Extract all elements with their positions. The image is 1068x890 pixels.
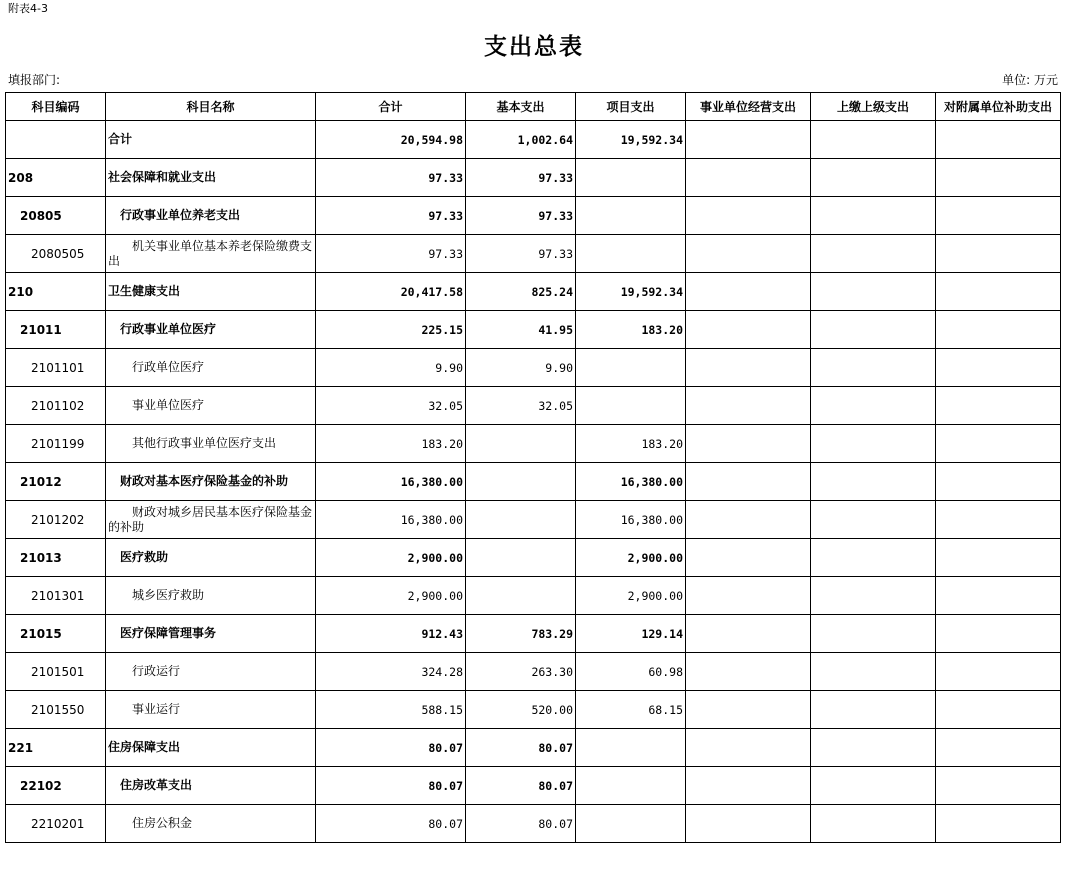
cell-code: 2101501 [6, 653, 106, 691]
cell-subsidy [936, 349, 1061, 387]
cell-total: 80.07 [316, 729, 466, 767]
cell-project [576, 387, 686, 425]
subject-name-text: 住房公积金 [132, 816, 193, 830]
cell-project [576, 729, 686, 767]
cell-project: 16,380.00 [576, 501, 686, 539]
cell-basic [466, 577, 576, 615]
cell-business [686, 539, 811, 577]
cell-project [576, 159, 686, 197]
cell-project: 60.98 [576, 653, 686, 691]
table-row [6, 349, 1061, 387]
cell-business [686, 615, 811, 653]
cell-upper [811, 387, 936, 425]
cell-basic [466, 463, 576, 501]
cell-name [106, 197, 316, 235]
cell-subsidy [936, 577, 1061, 615]
cell-upper [811, 273, 936, 311]
cell-name [106, 121, 316, 159]
page-title: 支出总表 [484, 33, 584, 60]
cell-total: 97.33 [316, 197, 466, 235]
cell-basic: 520.00 [466, 691, 576, 729]
table-row [6, 425, 1061, 463]
cell-business [686, 387, 811, 425]
subject-name-text: 合计 [108, 132, 133, 146]
cell-subsidy [936, 691, 1061, 729]
cell-basic: 80.07 [466, 767, 576, 805]
header-subsidy: 对附属单位补助支出 [936, 93, 1061, 121]
cell-code: 21011 [6, 311, 106, 349]
cell-business [686, 805, 811, 843]
table-row [6, 159, 1061, 197]
cell-subsidy [936, 615, 1061, 653]
table-row [6, 235, 1061, 273]
cell-upper [811, 805, 936, 843]
cell-total: 2,900.00 [316, 539, 466, 577]
cell-code: 2101101 [6, 349, 106, 387]
unit-label: 单位: 万元 [1002, 73, 1058, 87]
cell-code: 2101202 [6, 501, 106, 539]
subject-name-text: 机关事业单位基本养老保险缴费支出 [108, 238, 313, 268]
cell-business [686, 273, 811, 311]
cell-total: 9.90 [316, 349, 466, 387]
cell-upper [811, 501, 936, 539]
cell-business [686, 159, 811, 197]
cell-name [106, 539, 316, 577]
cell-name [106, 691, 316, 729]
subject-name-text: 其他行政事业单位医疗支出 [132, 436, 277, 450]
cell-basic [466, 425, 576, 463]
cell-basic: 825.24 [466, 273, 576, 311]
cell-business [686, 425, 811, 463]
cell-upper [811, 197, 936, 235]
cell-upper [811, 463, 936, 501]
cell-project: 19,592.34 [576, 273, 686, 311]
table-row [6, 729, 1061, 767]
cell-subsidy [936, 501, 1061, 539]
cell-total: 324.28 [316, 653, 466, 691]
cell-code: 21012 [6, 463, 106, 501]
cell-total: 20,417.58 [316, 273, 466, 311]
cell-name [106, 311, 316, 349]
cell-business [686, 235, 811, 273]
subject-name-text: 事业运行 [132, 702, 181, 716]
header-row [6, 93, 1061, 121]
cell-subsidy [936, 463, 1061, 501]
table-row [6, 615, 1061, 653]
cell-business [686, 653, 811, 691]
cell-total: 97.33 [316, 159, 466, 197]
cell-name [106, 615, 316, 653]
cell-business [686, 729, 811, 767]
cell-project: 68.15 [576, 691, 686, 729]
cell-name [106, 463, 316, 501]
subject-name-text: 卫生健康支出 [108, 284, 181, 298]
table-row [6, 653, 1061, 691]
header-upper: 上缴上级支出 [811, 93, 936, 121]
cell-upper [811, 653, 936, 691]
subject-name-text: 行政事业单位医疗 [120, 322, 217, 336]
cell-project [576, 767, 686, 805]
expenditure-table [5, 92, 1061, 843]
cell-business [686, 501, 811, 539]
cell-project: 2,900.00 [576, 577, 686, 615]
cell-name [106, 805, 316, 843]
cell-code: 20805 [6, 197, 106, 235]
cell-upper [811, 729, 936, 767]
cell-project [576, 805, 686, 843]
cell-subsidy [936, 729, 1061, 767]
header-total: 合计 [316, 93, 466, 121]
cell-code: 2210201 [6, 805, 106, 843]
cell-name [106, 425, 316, 463]
table-row [6, 577, 1061, 615]
subject-name-text: 医疗保障管理事务 [120, 626, 217, 640]
table-row [6, 387, 1061, 425]
cell-upper [811, 349, 936, 387]
cell-subsidy [936, 235, 1061, 273]
table-row [6, 539, 1061, 577]
table-row [6, 501, 1061, 539]
cell-code: 2080505 [6, 235, 106, 273]
cell-code: 2101102 [6, 387, 106, 425]
cell-business [686, 349, 811, 387]
cell-basic: 97.33 [466, 159, 576, 197]
cell-subsidy [936, 653, 1061, 691]
cell-name [106, 273, 316, 311]
cell-total: 183.20 [316, 425, 466, 463]
header-project: 项目支出 [576, 93, 686, 121]
table-row [6, 311, 1061, 349]
cell-name [106, 159, 316, 197]
cell-upper [811, 615, 936, 653]
subject-name-text: 事业单位医疗 [132, 398, 205, 412]
cell-basic: 9.90 [466, 349, 576, 387]
cell-subsidy [936, 121, 1061, 159]
cell-total: 80.07 [316, 767, 466, 805]
header-name: 科目名称 [106, 93, 316, 121]
cell-code: 2101301 [6, 577, 106, 615]
cell-name [106, 577, 316, 615]
cell-upper [811, 539, 936, 577]
cell-total: 97.33 [316, 235, 466, 273]
cell-business [686, 463, 811, 501]
cell-upper [811, 767, 936, 805]
cell-subsidy [936, 273, 1061, 311]
cell-basic: 80.07 [466, 729, 576, 767]
cell-business [686, 197, 811, 235]
table-row [6, 197, 1061, 235]
cell-subsidy [936, 311, 1061, 349]
cell-basic: 97.33 [466, 197, 576, 235]
subject-name-text: 住房保障支出 [108, 740, 181, 754]
table-row [6, 273, 1061, 311]
cell-subsidy [936, 387, 1061, 425]
table-row [6, 463, 1061, 501]
cell-basic: 97.33 [466, 235, 576, 273]
cell-total: 588.15 [316, 691, 466, 729]
cell-basic: 783.29 [466, 615, 576, 653]
cell-upper [811, 159, 936, 197]
cell-total: 20,594.98 [316, 121, 466, 159]
cell-code: 2101199 [6, 425, 106, 463]
cell-code: 221 [6, 729, 106, 767]
cell-project: 129.14 [576, 615, 686, 653]
cell-upper [811, 121, 936, 159]
cell-project [576, 349, 686, 387]
cell-project: 16,380.00 [576, 463, 686, 501]
cell-basic: 80.07 [466, 805, 576, 843]
cell-basic: 41.95 [466, 311, 576, 349]
cell-upper [811, 691, 936, 729]
table-row [6, 767, 1061, 805]
cell-name [106, 729, 316, 767]
cell-upper [811, 235, 936, 273]
cell-project: 19,592.34 [576, 121, 686, 159]
subject-name-text: 社会保障和就业支出 [108, 170, 217, 184]
cell-upper [811, 311, 936, 349]
subject-name-text: 财政对基本医疗保险基金的补助 [120, 474, 289, 488]
table-row [6, 805, 1061, 843]
cell-business [686, 311, 811, 349]
cell-business [686, 577, 811, 615]
subject-name-text: 行政事业单位养老支出 [120, 208, 241, 222]
cell-subsidy [936, 197, 1061, 235]
cell-subsidy [936, 539, 1061, 577]
table-body [6, 121, 1061, 843]
cell-basic: 32.05 [466, 387, 576, 425]
header-basic: 基本支出 [466, 93, 576, 121]
cell-upper [811, 425, 936, 463]
cell-total: 912.43 [316, 615, 466, 653]
subject-name-text: 财政对城乡居民基本医疗保险基金的补助 [108, 504, 313, 534]
cell-project: 183.20 [576, 425, 686, 463]
cell-total: 2,900.00 [316, 577, 466, 615]
subject-name-text: 城乡医疗救助 [132, 588, 205, 602]
cell-subsidy [936, 767, 1061, 805]
cell-code: 22102 [6, 767, 106, 805]
cell-project [576, 197, 686, 235]
cell-name [106, 501, 316, 539]
cell-basic [466, 539, 576, 577]
cell-project [576, 235, 686, 273]
cell-basic: 263.30 [466, 653, 576, 691]
cell-upper [811, 577, 936, 615]
cell-project: 2,900.00 [576, 539, 686, 577]
cell-total: 80.07 [316, 805, 466, 843]
cell-name [106, 387, 316, 425]
subject-name-text: 住房改革支出 [120, 778, 193, 792]
cell-code: 210 [6, 273, 106, 311]
subject-name-text: 医疗救助 [120, 550, 169, 564]
cell-name [106, 653, 316, 691]
table-row [6, 691, 1061, 729]
cell-subsidy [936, 805, 1061, 843]
appendix-note: 附表4-3 [8, 2, 48, 15]
cell-business [686, 691, 811, 729]
cell-project: 183.20 [576, 311, 686, 349]
cell-basic: 1,002.64 [466, 121, 576, 159]
cell-code: 208 [6, 159, 106, 197]
subject-name-text: 行政单位医疗 [132, 360, 205, 374]
cell-business [686, 121, 811, 159]
subject-name-text: 行政运行 [132, 664, 181, 678]
cell-business [686, 767, 811, 805]
cell-basic [466, 501, 576, 539]
cell-total: 16,380.00 [316, 463, 466, 501]
cell-subsidy [936, 159, 1061, 197]
cell-total: 225.15 [316, 311, 466, 349]
department-label: 填报部门: [8, 73, 61, 87]
cell-code: 21013 [6, 539, 106, 577]
cell-name [106, 235, 316, 273]
cell-name [106, 349, 316, 387]
table-row [6, 121, 1061, 159]
cell-code: 2101550 [6, 691, 106, 729]
header-business: 事业单位经营支出 [686, 93, 811, 121]
cell-name [106, 767, 316, 805]
header-code: 科目编码 [6, 93, 106, 121]
cell-subsidy [936, 425, 1061, 463]
cell-total: 16,380.00 [316, 501, 466, 539]
cell-code [6, 121, 106, 159]
cell-code: 21015 [6, 615, 106, 653]
cell-total: 32.05 [316, 387, 466, 425]
